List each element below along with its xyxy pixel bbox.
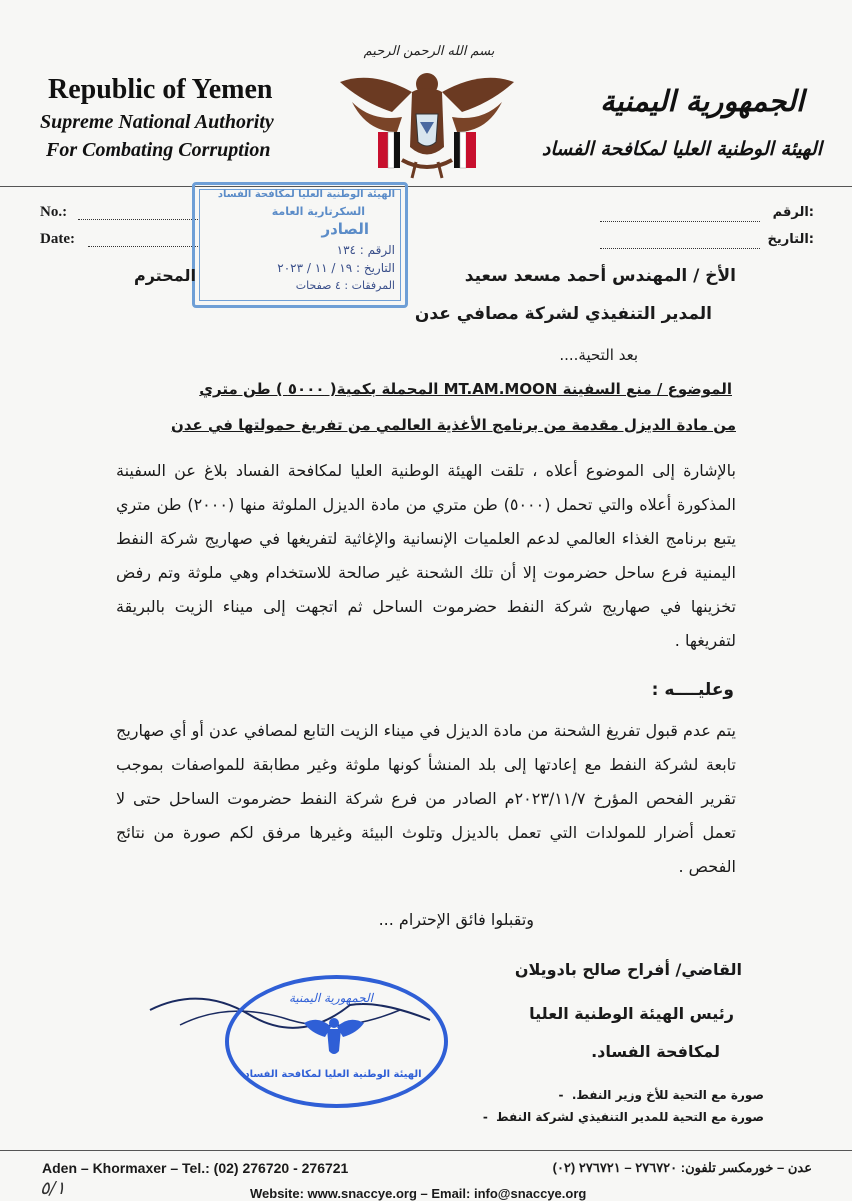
footer-divider — [0, 1150, 852, 1151]
subject-line1: الموضوع / منع السفينة MT.AM.MOON المحملة بكمية( ٥٠٠٠ ) طن متري — [199, 380, 732, 398]
stamp-attachments: المرفقات : ٤ صفحات — [295, 279, 395, 292]
closing-line: وتقبلوا فائق الإحترام ... — [378, 910, 534, 929]
page-mark: ٥/١ — [40, 1178, 66, 1199]
arabic-authority-title: الهيئة الوطنية العليا لمكافحة الفساد — [541, 138, 822, 160]
signatory-title-2: لمكافحة الفساد. — [591, 1042, 720, 1061]
footer-english-address: Aden – Khormaxer – Tel.: (02) 276720 - 276721 — [42, 1160, 349, 1176]
arabic-date-label: :التاريخ — [767, 232, 814, 247]
seal-emblem-icon — [299, 1013, 369, 1067]
body-paragraph-2: يتم عدم قبول تفريغ الشحنة من مادة الديزل في ميناء الزيت التابع لمصافي عدن أو أي صهاريج تابعة لشركة النفط مع إعادتها إلى بلد المنشأ كونها ملوثة وغير مطابقة للمواصفات بموجب تقرير الفحص المؤرخ ٢٠٢٣/١١/٧م الصادر من فرع شركة النفط حضرموت الساحل حتى لا تعمل أضرار للمولدات التي تعمل بالديزل وتلوث البيئة وغيرها مرفق لكم صورة من نتائج الفحص . — [116, 721, 736, 876]
arabic-date-dotline — [600, 247, 760, 249]
seal-top-text: الجمهورية اليمنية — [289, 991, 374, 1005]
greeting: بعد التحية.... — [559, 346, 638, 364]
date-label: Date: — [40, 231, 75, 247]
cc-item-1: صورة مع التحية للأخ وزير النفط. - — [558, 1088, 764, 1102]
header-divider — [0, 186, 852, 187]
stamp-date: التاريخ : ١٩ / ١١ / ٢٠٢٣ — [277, 261, 395, 275]
arabic-no-label: :الرقم — [772, 205, 814, 220]
stamp-outgoing: الصادر — [321, 220, 369, 238]
signatory-title-1: رئيس الهيئة الوطنية العليا — [529, 1004, 734, 1023]
recipient-name: الأخ / المهندس أحمد مسعد سعيد — [464, 266, 736, 286]
english-country-title: Republic of Yemen — [48, 74, 273, 105]
signatory-name: القاضي/ أفراح صالح بادويلان — [514, 960, 742, 979]
stamp-authority: الهيئة الوطنية العليا لمكافحة الفساد — [217, 189, 395, 200]
no-label: No.: — [40, 204, 68, 220]
body-paragraph-1: بالإشارة إلى الموضوع أعلاه ، تلقت الهيئة الوطنية العليا لمكافحة الفساد بلاغ عن السفينة المذكورة أعلاه والتي تحمل (٥٠٠٠) طن متري من مادة الديزل الملوثة منها (٢٠٠٠) طن متري يتبع برنامج الغذاء العالمي لدعم العلميات الإنسانية والإغاثية لتفريغها في صهاريج شركة النفط اليمنية فرع ساحل حضرموت إلا أن تلك الشحنة غير صالحة للاستخدام وهي ملوثة وتم رفض تخزينها في صهاريج شركة النفط حضرموت الساحل ثم اتجهت إلى ميناء الزيت بالبريقة لتفريغها . — [116, 461, 737, 650]
seal-authority-text: الهيئة الوطنية العليا لمكافحة الفساد — [244, 1069, 422, 1080]
basmala: بسم الله الرحمن الرحيم — [363, 44, 495, 59]
arabic-country-title: الجمهورية اليمنية — [600, 84, 804, 118]
outgoing-registry-stamp — [192, 182, 408, 308]
arabic-no-dotline — [600, 220, 760, 222]
recipient-honorific: المحترم — [134, 266, 196, 285]
english-authority-line1: Supreme National Authority — [40, 111, 274, 133]
therefore-heading: وعليــــه : — [651, 680, 734, 700]
footer-website: Website: www.snaccye.org – Email: info@snaccye.org — [250, 1186, 587, 1201]
stamp-number: الرقم : ١٣٤ — [336, 243, 395, 257]
subject-line2: من مادة الديزل مقدمة من برنامج الأغذية العالمي من تفريغ حمولتها في عدن — [171, 416, 736, 434]
no-dotline — [78, 218, 198, 220]
english-authority-line2: For Combating Corruption — [46, 139, 271, 161]
cc-item-2: صورة مع التحية للمدير التنفيذي لشركة النفط - — [482, 1110, 764, 1124]
stamp-secretariat: السكرتارية العامة — [271, 205, 365, 218]
yemen-emblem-icon — [332, 62, 522, 182]
recipient-title: المدير التنفيذي لشركة مصافي عدن — [414, 304, 712, 324]
official-round-seal — [225, 975, 448, 1108]
footer-arabic-address: عدن – خورمكسر تلفون: ٢٧٦٧٢٠ – ٢٧٦٧٢١ (٠٢) — [552, 1160, 812, 1175]
date-dotline — [88, 245, 198, 247]
